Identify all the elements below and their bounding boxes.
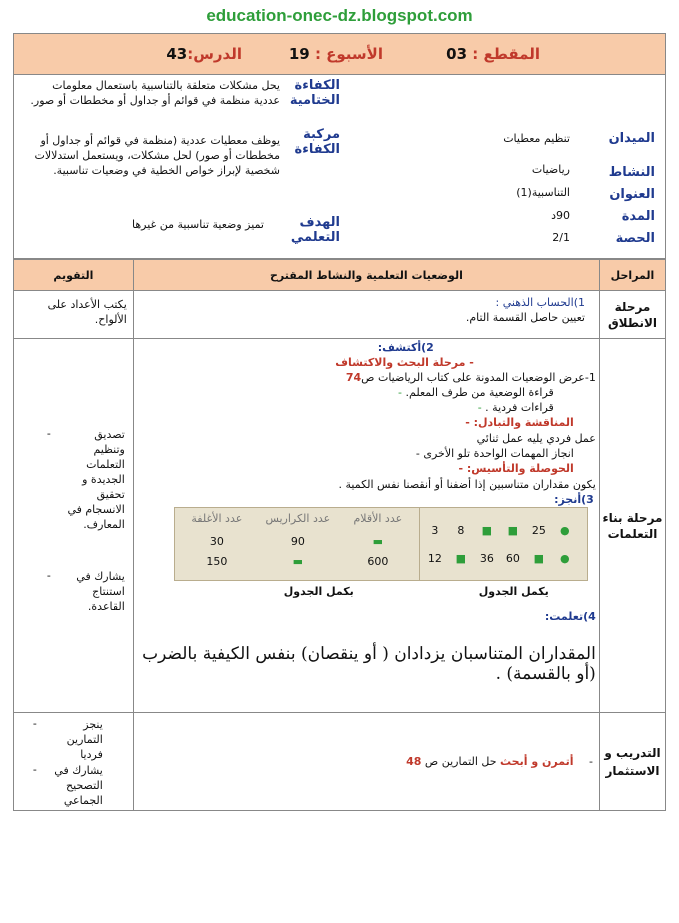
bullet-dash: - — [32, 717, 37, 730]
photo-header-notebooks: عدد الكراريس — [265, 512, 331, 525]
grid-top-1: 3 — [431, 524, 439, 537]
bullet-dash: - — [46, 427, 51, 440]
read-teacher-text: قراءة الوضعية من طرف المعلم. — [405, 386, 554, 399]
present-situations — [134, 371, 596, 384]
segment-value: 03 — [446, 45, 468, 63]
row2-evaluation — [14, 339, 134, 713]
bullet-dash: - — [32, 763, 37, 776]
component-label: مركبة الكفاءة — [294, 127, 340, 157]
eval-validate: تصديق وتنظيم التعلمات الجديدة و تحقيق الانسجام في المعارف. — [67, 428, 125, 531]
lesson-field — [166, 45, 242, 63]
learned-heading: 4)تعلمت: — [544, 610, 596, 623]
row3-stage: التدريب و الاستثمار — [600, 713, 666, 811]
title-label: العنوان — [609, 187, 655, 202]
practice-heading: 3)أنجز: — [554, 493, 594, 506]
activity-value: رياضيات — [531, 163, 570, 176]
photo-cell-covers-2: 150 — [206, 555, 228, 568]
book-page: 74 — [345, 371, 362, 384]
segment-field — [446, 45, 540, 63]
eval-solo: ينجز التمارين فرديا — [66, 718, 103, 761]
learned-text: المقداران المتناسبان يزدادان ( أو ينقصان) بنفس الكيفية بالضرب (أو بالقسمة) . — [142, 644, 596, 684]
eval-correction: يشارك في التصحيح الجماعي — [54, 764, 103, 807]
lesson-table — [13, 259, 666, 811]
row2-content — [133, 339, 599, 713]
photo-cell-covers-1: 30 — [209, 535, 224, 548]
mental-calc-text: تعيين حاصل القسمة التام. — [465, 311, 585, 324]
lesson-label: الدرس: — [187, 45, 242, 63]
tasks-text: انجاز المهمات الواحدة تلو الأخرى — [423, 447, 574, 460]
read-individual: قراءات فردية . - — [477, 401, 554, 414]
row2-stage: مرحلة بناء التعلمات — [600, 339, 666, 713]
mental-calc-heading: 1)الحساب الذهني : — [495, 296, 585, 309]
final-competence-label: الكفاءة الختامية — [289, 78, 340, 108]
grid-top-5: 25 — [531, 524, 546, 537]
situations-header: الوضعيات التعلمية والنشاط المقترح — [133, 260, 599, 291]
grid-blank: ■ — [533, 552, 545, 565]
practice-prefix: أتمرن و أبحث — [500, 755, 574, 768]
phase-summary-label: الحوصلة والتأسيس: — [466, 462, 574, 475]
bullet-dash: - — [46, 569, 51, 582]
phase-summary: الحوصلة والتأسيس: - — [458, 462, 574, 475]
grid-bottom-1: 12 — [427, 552, 442, 565]
lesson-value: 43 — [166, 45, 188, 63]
grid-blank: ■ — [507, 524, 519, 537]
row3-evaluation — [14, 713, 134, 811]
phase-search: - مرحلة البحث والاكتشاف — [335, 356, 474, 369]
table-row — [14, 713, 666, 811]
site-url[interactable]: education-onec-dz.blogspot.com — [206, 6, 473, 25]
work-mode: عمل فردي يليه عمل ثنائي — [476, 432, 596, 445]
exercise-page: 48 — [406, 755, 422, 768]
activity-label: النشاط — [608, 165, 655, 180]
photo-header-pens: عدد الأقلام — [353, 512, 403, 525]
evaluation-header: التقويم — [14, 260, 134, 291]
photo-blank-cell: ▬ — [292, 555, 304, 568]
session-value: 2/1 — [552, 231, 570, 244]
table-photo-left — [174, 507, 421, 581]
week-value: 19 — [288, 45, 310, 63]
present-text: 1-عرض الوضعيات المدونة على كتاب الرياضيات ص — [361, 371, 596, 384]
lesson-header — [13, 33, 666, 75]
practice-text: حل التمارين ص — [424, 755, 497, 768]
row3-content — [133, 713, 599, 811]
grid-blank: ■ — [455, 552, 467, 565]
grid-blank: ● — [560, 524, 570, 537]
practice-dash: - — [589, 755, 593, 768]
title-value: التناسبية(1) — [516, 186, 570, 199]
complete-table-right: يكمل الجدول — [478, 585, 549, 598]
grid-bottom-3: 36 — [479, 552, 494, 565]
phase-discussion-label: المناقشة والتبادل: — [473, 416, 574, 429]
grid-top-2: 8 — [457, 524, 465, 537]
table-photo-right — [419, 507, 588, 581]
objective-label: الهدف التعلمي — [290, 215, 340, 245]
row1-stage: مرحلة الانطلاق — [600, 291, 666, 339]
phase-search-label: مرحلة البحث والاكتشاف — [335, 356, 466, 369]
lesson-info — [13, 75, 666, 259]
week-field — [289, 45, 383, 63]
grid-blank: ■ — [481, 524, 493, 537]
rule-text: يكون مقداران متناسبين إذا أضفنا أو أنقصنا نفس الكمية . — [338, 478, 596, 491]
row1-evaluation: يكتب الأعداد على الألواح. — [14, 291, 134, 339]
final-competence-text: يحل مشكلات متعلقة بالتناسبية باستعمال معلومات عددية منظمة في قوائم أو جداول أو مخططات أو صور. — [30, 79, 280, 107]
segment-label: المقطع : — [472, 45, 540, 63]
field-label: الميدان — [608, 131, 655, 146]
read-individual-text: قراءات فردية . — [485, 401, 554, 414]
field-value: تنظيم معطيات — [503, 132, 570, 145]
objective-text: تميز وضعية تناسبية من غيرها — [131, 218, 264, 231]
read-teacher: قراءة الوضعية من طرف المعلم. - — [398, 386, 554, 399]
photo-blank-cell: ▬ — [372, 535, 384, 548]
photo-cell-pens-2: 600 — [367, 555, 389, 568]
grid-bottom-4: 60 — [505, 552, 520, 565]
grid-blank: ● — [560, 552, 570, 565]
session-label: الحصة — [615, 231, 655, 246]
discover-heading: 2)أكتشف: — [377, 341, 434, 354]
row1-content — [133, 291, 599, 339]
table-row — [14, 291, 666, 339]
photo-header-covers: عدد الأغلفة — [191, 512, 243, 525]
photo-cell-notebooks-1: 90 — [290, 535, 305, 548]
tasks: انجاز المهمات الواحدة تلو الأخرى - — [415, 447, 574, 460]
eval-participate: يشارك في استنتاج القاعدة. — [76, 570, 125, 613]
phase-discussion: المناقشة والتبادل: - — [465, 416, 574, 429]
table-row — [14, 339, 666, 713]
complete-table-left: بكمل الجدول — [283, 585, 354, 598]
week-label: الأسبوع : — [314, 45, 383, 63]
table-header-row — [14, 260, 666, 291]
component-text: يوظف معطيات عددية (منظمة في قوائم أو جداول أو مخططات أو صور) لحل مشكلات، ويستعمل استدلالات شخصية لإبراز خواص الخطية في وضعيات تناسبية. — [34, 134, 280, 177]
duration-label: المدة — [621, 209, 655, 224]
stages-header: المراحل — [600, 260, 666, 291]
duration-value: 90د — [551, 209, 570, 222]
